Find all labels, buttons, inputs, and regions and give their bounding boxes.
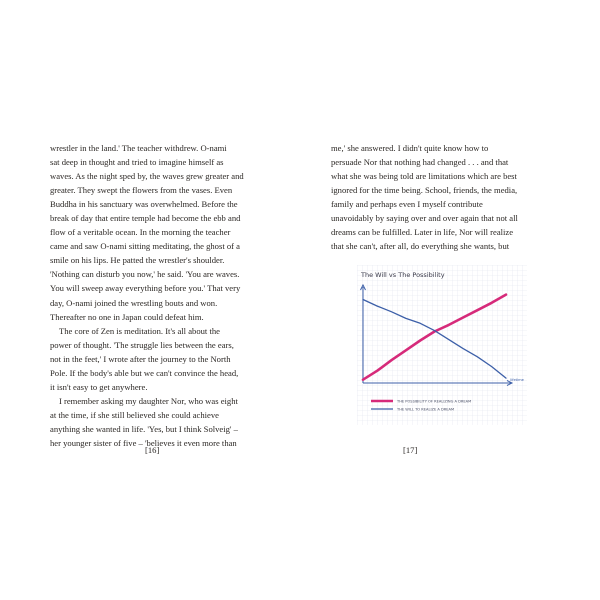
text-line: anything she wanted in life. 'Yes, but I think Solveig' – bbox=[50, 423, 238, 434]
legend-label: THE WILL TO REALIZE A DREAM bbox=[397, 407, 455, 412]
chart-svg bbox=[357, 265, 527, 425]
text-line: me,' she answered. I didn't quite know how to bbox=[331, 143, 489, 153]
page-number: [16] bbox=[145, 445, 160, 455]
text-line: The core of Zen is meditation. It's all about the bbox=[59, 325, 220, 336]
page-number: [17] bbox=[403, 445, 418, 455]
will-vs-possibility-figure bbox=[357, 265, 527, 425]
text-line: it isn't easy to get anywhere. bbox=[50, 381, 148, 392]
text-line: flow of a veritable ocean. In the morning the teacher bbox=[50, 227, 231, 238]
text-line: Thereafter no one in Japan could defeat him. bbox=[50, 311, 204, 322]
text-line: came and saw O-nami sitting meditating, the ghost of a bbox=[50, 241, 240, 252]
text-line: that she can't, after all, do everything she wants, but bbox=[331, 241, 510, 252]
text-line: persuade Nor that nothing had changed . . . and that bbox=[331, 157, 509, 168]
text-line: unavoidably by saying over and over again that not all bbox=[331, 213, 518, 224]
text-line: her younger sister of five – 'believes it even more than bbox=[50, 437, 237, 448]
text-line: not in the feet,' I wrote after the journey to the North bbox=[50, 353, 231, 364]
text-line: at the time, if she still believed she could achieve bbox=[50, 409, 219, 420]
x-axis-label: lifetime bbox=[510, 378, 524, 382]
text-line: waves. As the night sped by, the waves grew greater and bbox=[50, 171, 244, 182]
text-line: day, O-nami joined the wrestling bouts and won. bbox=[50, 297, 218, 308]
text-line: wrestler in the land.' The teacher withdrew. O-nami bbox=[50, 143, 227, 153]
text-line: Buddha in his sanctuary was overwhelmed. Before the bbox=[50, 199, 238, 210]
text-line: dreams can be fulfilled. Later in life, Nor will realize bbox=[331, 227, 514, 238]
text-line: You will sweep away everything before you.' That very bbox=[50, 283, 241, 294]
text-line: 'Nothing can disturb you now,' he said. 'You are waves. bbox=[50, 269, 240, 280]
text-line: Pole. If the body's able but we can't convince the head, bbox=[50, 367, 239, 378]
text-line: what she was being told are limitations which are best bbox=[331, 171, 517, 182]
right-page bbox=[300, 0, 600, 600]
text-line: family and perhaps even I myself contribute bbox=[331, 199, 483, 210]
text-line: sat deep in thought and tried to imagine himself as bbox=[50, 157, 224, 168]
text-line: break of day that entire temple had become the ebb and bbox=[50, 213, 241, 224]
text-line: greater. They swept the flowers from the vases. Even bbox=[50, 185, 233, 196]
legend-label: THE POSSIBILITY OF REALIZING A DREAM bbox=[397, 399, 472, 404]
right-page-text bbox=[331, 141, 551, 253]
chart-title: The Will vs The Possibility bbox=[361, 271, 445, 279]
text-line: ignored for the time being. School, friends, the media, bbox=[331, 185, 518, 196]
text-line: smile on his lips. He patted the wrestler's shoulder. bbox=[50, 255, 225, 266]
left-page-text bbox=[50, 141, 268, 450]
text-line: I remember asking my daughter Nor, who was eight bbox=[59, 395, 238, 406]
text-line: power of thought. 'The struggle lies between the ears, bbox=[50, 339, 234, 350]
